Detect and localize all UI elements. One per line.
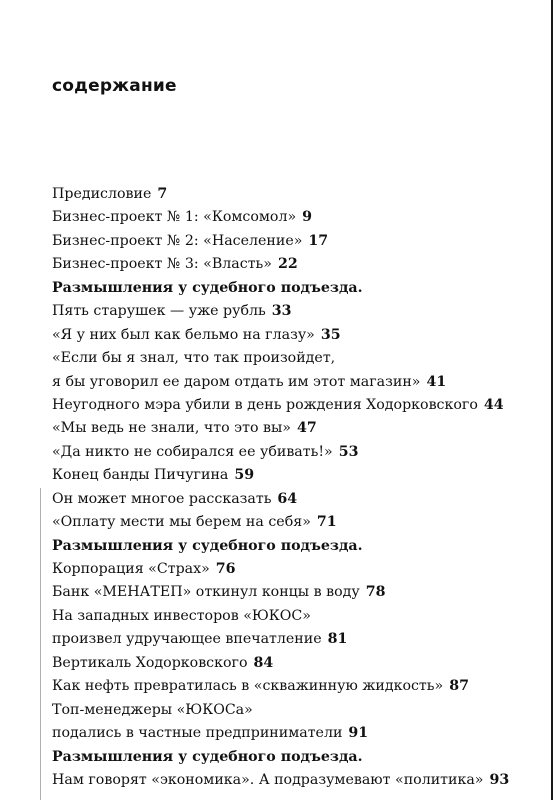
toc-entry-title: Нам говорят «экономика». А подразумевают «политика» — [52, 771, 484, 788]
toc-entry-title: Вертикаль Ходорковского — [52, 654, 248, 671]
toc-entry — [52, 253, 552, 276]
toc-entry — [52, 581, 552, 604]
toc-entry — [52, 558, 552, 581]
toc-entry — [52, 324, 552, 347]
toc-entry — [52, 652, 552, 675]
toc-entry-title: я бы уговорил ее даром отдать им этот магазин» — [52, 373, 421, 390]
toc-entry-page: 22 — [277, 256, 298, 273]
toc-entry-page: 78 — [365, 584, 386, 601]
toc-entry — [52, 511, 552, 534]
toc-entry — [52, 277, 552, 300]
toc-entry-title: Бизнес-проект № 3: «Власть» — [52, 256, 272, 273]
toc-entry-title: Размышления у судебного подъезда. — [52, 537, 363, 554]
toc-entry-page: 81 — [327, 631, 348, 648]
toc-entry-title: подались в частные предприниматели — [52, 725, 343, 742]
toc-entry-page: 44 — [483, 396, 504, 413]
toc-entry — [52, 417, 552, 440]
toc-entry — [52, 675, 552, 698]
toc-entry — [52, 441, 552, 464]
toc-entry-title: На западных инвесторов «ЮКОС» — [52, 607, 311, 624]
toc-entry-page: 59 — [234, 467, 255, 484]
toc-entry — [52, 746, 552, 769]
toc-entry-title: «Мы ведь не знали, что это вы» — [52, 420, 291, 437]
toc-entry-page: 53 — [338, 443, 359, 460]
toc-entry-title: «Если бы я знал, что так произойдет, — [52, 350, 336, 367]
toc-entry — [52, 371, 552, 394]
toc-entry — [52, 347, 552, 370]
toc-entry-title: Пять старушек — уже рубль — [52, 303, 266, 320]
toc-entry-page: 33 — [271, 303, 292, 320]
toc-entry-page: 35 — [320, 326, 341, 343]
toc-entry — [52, 699, 552, 722]
toc-entry-page: 9 — [302, 209, 313, 226]
toc-entry-page: 47 — [296, 420, 317, 437]
toc-entry-page: 93 — [489, 771, 510, 788]
toc-entry-page: 17 — [308, 232, 329, 249]
toc-entry-page: 91 — [348, 725, 369, 742]
toc-entry — [52, 769, 552, 792]
toc-entry-title: Неугодного мэра убили в день рождения Ходорковского — [52, 396, 478, 413]
toc-entry — [52, 300, 552, 323]
toc-entry-page: 84 — [253, 654, 274, 671]
margin-line — [40, 488, 41, 800]
toc-entry-page: 41 — [426, 373, 447, 390]
toc-entry — [52, 535, 552, 558]
toc-entry — [52, 722, 552, 745]
page-title: содержание — [52, 76, 177, 96]
toc-entry-title: Как нефть превратилась в «скважинную жидкость» — [52, 678, 444, 695]
toc-entry-title: «Да никто не собирался ее убивать!» — [52, 443, 333, 460]
toc-entry-page: 7 — [157, 186, 168, 202]
toc-entry-title: «Я у них был как бельмо на глазу» — [52, 326, 315, 343]
toc-entry — [52, 605, 552, 628]
toc-entry-title: Размышления у судебного подъезда. — [52, 279, 363, 296]
toc-entry-title: Предисловие — [52, 186, 152, 202]
toc-entry-title: Банк «МЕНАТЕП» откинул концы в воду — [52, 584, 360, 601]
toc-entry-title: Конец банды Пичугина — [52, 467, 229, 484]
toc-entry — [52, 206, 552, 229]
toc-entry-title: Корпорация «Страх» — [52, 561, 210, 577]
toc-entry-title: Размышления у судебного подъезда. — [52, 748, 363, 765]
toc-entry-title: Топ-менеджеры «ЮКОСа» — [52, 701, 253, 718]
toc-entry — [52, 183, 552, 206]
toc-entry — [52, 628, 552, 651]
toc-entry-page: 71 — [316, 514, 337, 531]
table-of-contents — [52, 183, 552, 792]
toc-entry — [52, 488, 552, 511]
toc-entry-title: Бизнес-проект № 2: «Население» — [52, 232, 303, 249]
toc-entry — [52, 230, 552, 253]
toc-entry — [52, 464, 552, 487]
toc-entry-title: произвел удручающее впечатление — [52, 631, 322, 648]
toc-entry-title: Он может многое рассказать — [52, 490, 272, 507]
toc-entry — [52, 394, 552, 417]
toc-entry-page: 76 — [215, 561, 236, 577]
toc-entry-title: «Оплату мести мы берем на себя» — [52, 514, 311, 531]
toc-entry-page: 64 — [277, 490, 298, 507]
toc-entry-title: Бизнес-проект № 1: «Комсомол» — [52, 209, 297, 226]
toc-entry-page: 87 — [449, 678, 469, 695]
